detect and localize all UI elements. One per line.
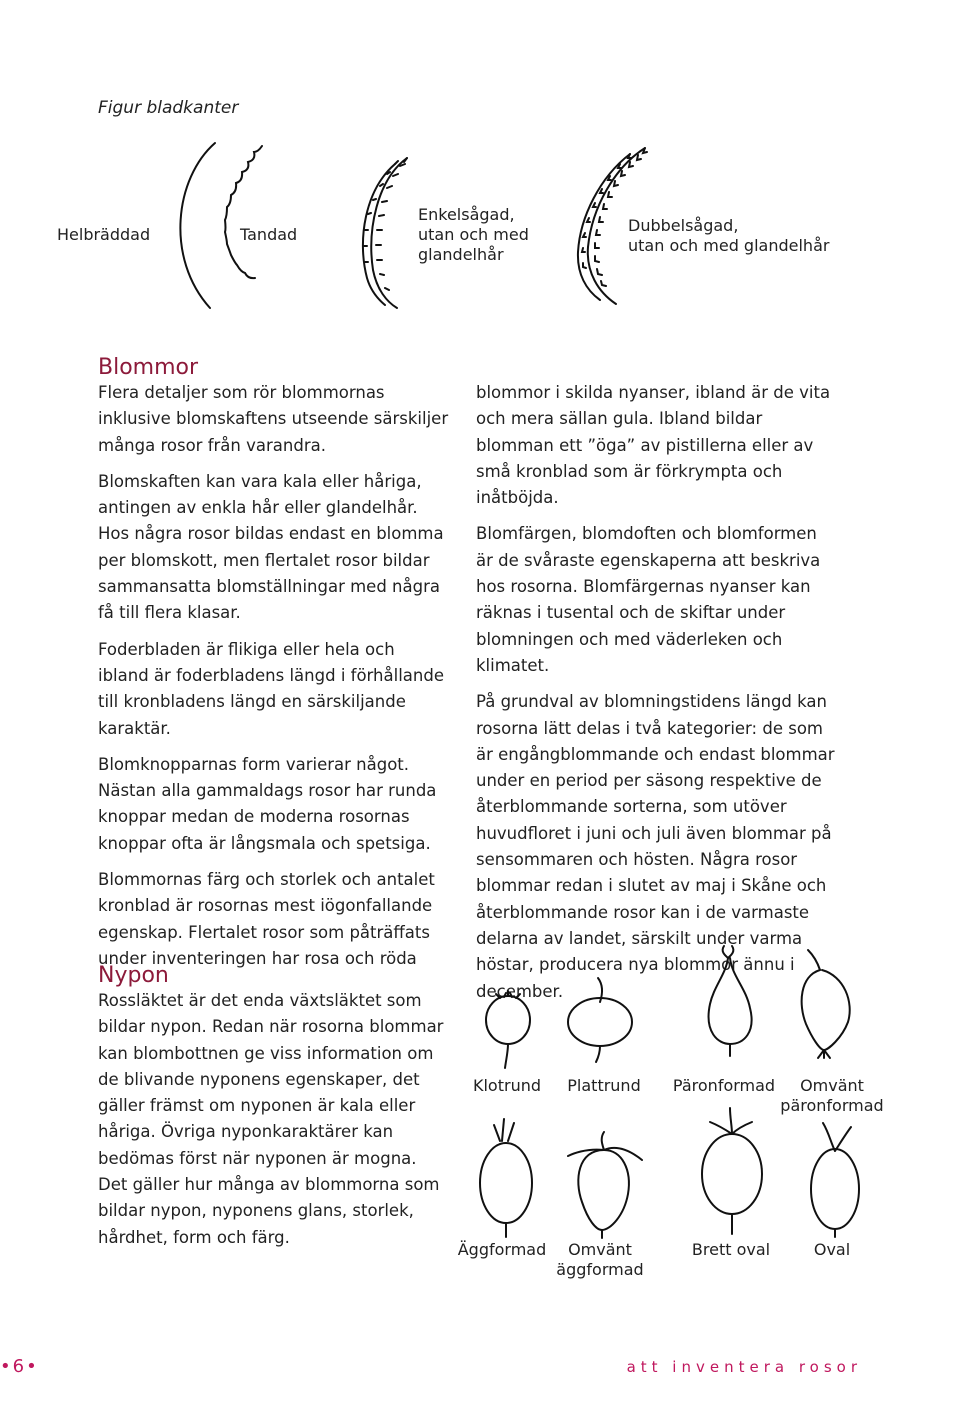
blommor-paragraph: Foderbladen är flikiga eller hela och ibland är foderbladens längd i förhållande till kronbladens längd en särskiljande karaktär. (98, 639, 444, 738)
blommor-text (98, 380, 450, 972)
blommor-continued-paragraph: blommor i skilda nyanser, ibland är de vita och mera sällan gula. Ibland bildar blomman ett ”öga” av pistillerna eller av små kronblad som är förkrympta och inåtböjda. (476, 383, 831, 508)
book-title-footer: att inventera rosor (626, 1358, 862, 1376)
egg-shaped-hip-icon (474, 1115, 536, 1240)
hip-label-inverted-pear: Omvänt päronformad (780, 1076, 884, 1115)
blommor-paragraph: Blomskaften kan vara kala eller håriga, antingen av enkla hår eller glandelhår. Hos några rosor bildas endast en blomma per blomskott, men flertalet rosor bildar sammansatta blomställningar med några få till flera klasar. (98, 471, 444, 623)
flattened-round-hip-icon (562, 974, 637, 1064)
nypon-heading: Nypon (98, 963, 169, 988)
oval-hip-icon (795, 1115, 875, 1240)
globular-hip-icon (478, 990, 538, 1070)
nypon-paragraph: Rossläktet är det enda växtsläktet som bildar nypon. Redan när rosorna blommar kan blombottnen ge viss information om de blivande nyponens egenskaper, det gäller främst om nyponen är kala eller håriga. Övriga nyponkaraktärer kan bedömas först när nyponen är mogna. Det gäller hur många av blommorna som bildar nypon, nyponens glans, storlek, hårdhet, form och färg. (98, 991, 444, 1247)
blommor-heading: Blommor (98, 355, 199, 380)
hip-label-flattened-round: Plattrund (567, 1076, 641, 1095)
edge-label-single-serrate: Enkelsågad, utan och med glandelhår (418, 205, 529, 264)
hip-label-oval: Oval (813, 1240, 851, 1259)
figure-title: Figur bladkanter (98, 98, 239, 118)
hip-label-broad-oval: Brett oval (691, 1240, 771, 1259)
hip-label-egg-shaped: Äggformad (457, 1240, 547, 1259)
page-number: • 6 • (0, 1356, 37, 1377)
edge-label-double-serrate: Dubbelsågad, utan och med glandelhår (628, 216, 830, 255)
blommor-continued-text (476, 380, 836, 1005)
hip-label-inverted-egg: Omvänt äggformad (556, 1240, 644, 1279)
page-number-value: 6 (12, 1356, 25, 1377)
blommor-paragraph: Blomknopparnas form varierar något. Nästan alla gammaldags rosor har runda knoppar medan de moderna rosornas knoppar ofta är långsmala och spetsiga. (98, 754, 437, 853)
blommor-paragraph: Flera detaljer som rör blommornas inklusive blomskaftens utseende särskiljer många rosor från varandra. (98, 383, 449, 455)
toothed-leaf-edge-icon (212, 138, 282, 313)
double-serrate-leaf-edge-icon (560, 142, 655, 312)
nypon-text (98, 988, 450, 1251)
edge-label-smooth: Helbräddad (57, 225, 151, 244)
pear-shaped-hip-icon (700, 944, 760, 1059)
inverted-egg-hip-icon (566, 1120, 646, 1240)
hip-label-globular: Klotrund (472, 1076, 541, 1095)
blommor-continued-paragraph: På grundval av blomningstidens längd kan rosorna lätt delas i två kategorier: de som är engångblommande och endast blommar under en period per säsong respektive de återblommande sorterna, som utöver huvudfloret i juni och juli även blommar på sensommaren och hösten. Några rosor blommar redan i slutet av maj i Skåne och återblommande rosor kan i de varmaste delarna av landet, särskilt under varma höstar, producera nya blommor ännu i december. (476, 692, 835, 1001)
blommor-paragraph: Blommornas färg och storlek och antalet kronblad är rosornas mest iögonfallande egenskap. Flertalet rosor som påträffats under inventeringen har rosa och röda (98, 870, 435, 968)
broad-oval-hip-icon (690, 1104, 770, 1239)
edge-label-toothed: Tandad (240, 225, 298, 244)
hip-label-pear-shaped: Päronformad (672, 1076, 776, 1095)
single-serrate-leaf-edge-icon (355, 150, 415, 315)
inverted-pear-hip-icon (794, 946, 854, 1061)
blommor-continued-paragraph: Blomfärgen, blomdoften och blomformen är de svåraste egenskaperna att beskriva hos rosorna. Blomfärgernas nyanser kan räknas i tusental och de skiftar under blomningen och med väderleken och klimatet. (476, 524, 821, 675)
